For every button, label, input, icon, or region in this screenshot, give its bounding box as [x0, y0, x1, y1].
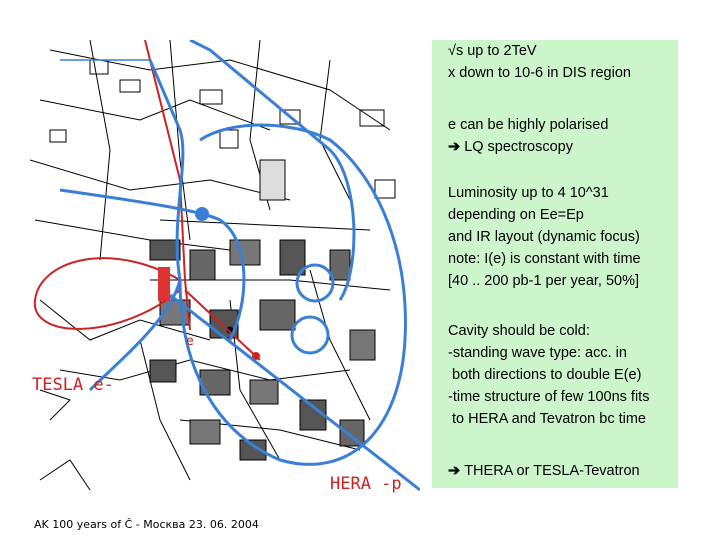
text-line: THERA or TESLA-Tevatron	[464, 463, 640, 479]
cavity-block	[448, 320, 649, 430]
footer-note: AK 100 years of Č - Москва 23. 06. 2004	[34, 518, 259, 531]
right-arrow-icon: ➔	[448, 139, 465, 155]
text-line: both directions to double E(e)	[448, 367, 642, 383]
city-streets	[30, 40, 395, 490]
text-line: Luminosity up to 4 10^31	[448, 185, 609, 201]
text-line: x down to 10-6 in DIS region	[448, 65, 631, 81]
electron-label: e	[186, 334, 194, 349]
energy-block	[448, 40, 631, 84]
right-arrow-icon: ➔	[448, 463, 465, 479]
text-line: Cavity should be cold:	[448, 323, 590, 339]
text-line: note: I(e) is constant with time	[448, 251, 641, 267]
tesla-label: TESLA e-	[32, 375, 114, 395]
thera-block	[448, 460, 640, 482]
text-line: √s up to 2TeV	[448, 43, 537, 59]
site-map	[30, 40, 420, 500]
text-line: -time structure of few 100ns fits	[448, 389, 650, 405]
text-line: and IR layout (dynamic focus)	[448, 229, 640, 245]
hera-label: HERA -p	[330, 474, 402, 494]
text-line: depending on Ee=Ep	[448, 207, 584, 223]
text-line: -standing wave type: acc. in	[448, 345, 627, 361]
polarisation-block	[448, 114, 608, 158]
text-line: [40 .. 200 pb-1 per year, 50%]	[448, 273, 640, 289]
info-panel	[432, 40, 678, 488]
luminosity-block	[448, 182, 641, 292]
text-line: e can be highly polarised	[448, 117, 609, 133]
text-line: LQ spectroscopy	[464, 139, 573, 155]
text-line: to HERA and Tevatron bc time	[448, 411, 647, 427]
